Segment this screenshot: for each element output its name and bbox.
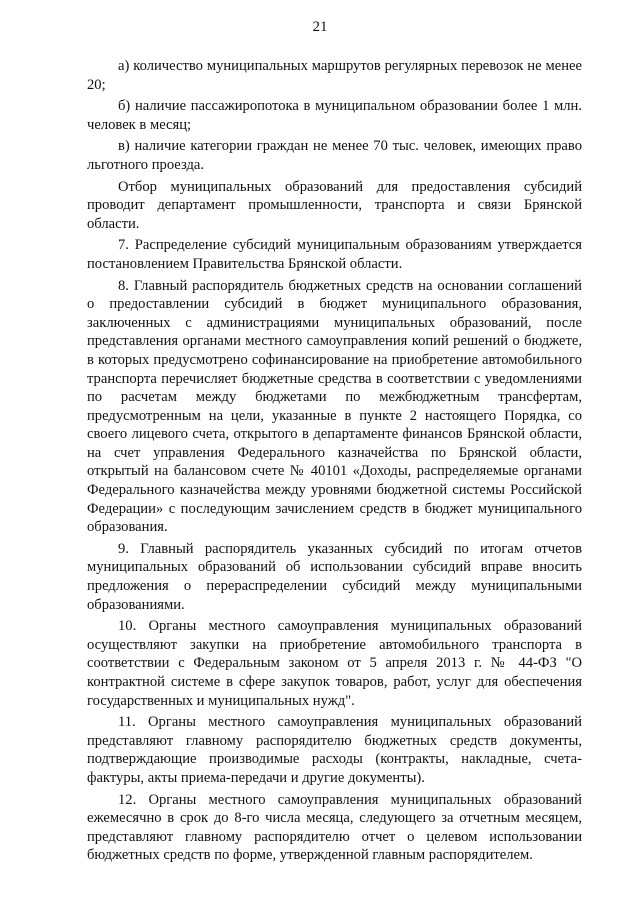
- paragraph-criterion-b: б) наличие пассажиропотока в муниципальном образовании более 1 млн. человек в месяц;: [87, 98, 582, 133]
- paragraph-item-8: 8. Главный распорядитель бюджетных средств на основании соглашений о предоставлении субсидий в бюджет муниципального образования, заключенных с администрациями муниципальных образований, после представления органами местного самоуправления копий решений о бюджете, в которых предусмотрено софинансирование на приобретение автомобильного транспорта перечисляет бюджетные средства в соответствии с уведомлениями по расчетам между бюджетами по межбюджетным трансфертам, предусмотренным на цели, указанные в пункте 2 настоящего Порядка, со своего лицевого счета, открытого в департаменте финансов Брянской области, на счет управления Федерального казначейства по Брянской области, открытый на балансовом счете № 40101 «Доходы, распределяемые органами Федерального казначейства между уровнями бюджетной системы Российской Федерации» с последующим зачислением средств в бюджет муниципального образования.: [87, 277, 582, 536]
- paragraph-item-12: 12. Органы местного самоуправления муниципальных образований ежемесячно в срок до 8-го числа месяца, следующего за отчетным месяцем, представляют главному распорядителю отчет о целевом использовании бюджетных средств по форме, утвержденной главным распорядителем.: [87, 791, 582, 864]
- paragraph-item-11: 11. Органы местного самоуправления муниципальных образований представляют главному распорядителю бюджетных средств документы, подтверждающие производимые расходы (контракты, накладные, счета-фактуры, акты приема-передачи и другие документы).: [87, 714, 582, 786]
- paragraph-selection: Отбор муниципальных образований для предоставления субсидий проводит департамент промышленности, транспорта и связи Брянской области.: [87, 178, 582, 232]
- page-number: 21: [312, 19, 328, 35]
- paragraph-criterion-c: в) наличие категории граждан не менее 70 тыс. человек, имеющих право льготного проезда.: [87, 138, 582, 173]
- paragraph-criterion-a: а) количество муниципальных маршрутов регулярных перевозок не менее 20;: [87, 58, 582, 93]
- paragraph-item-9: 9. Главный распорядитель указанных субсидий по итогам отчетов муниципальных образований об использовании субсидий вправе вносить предложения о перераспределении субсидий между муниципальными образованиями.: [87, 540, 582, 613]
- paragraph-item-10: 10. Органы местного самоуправления муниципальных образований осуществляют закупки на приобретение автомобильного транспорта в соответствии с Федеральным законом от 5 апреля 2013 г. № 44-ФЗ "О контрактной системе в сфере закупок товаров, работ, услуг для обеспечения государственных и муниципальных нужд".: [87, 618, 582, 709]
- paragraph-item-7: 7. Распределение субсидий муниципальным образованиям утверждается постановлением Правительства Брянской области.: [87, 237, 582, 272]
- document-body: [87, 57, 582, 868]
